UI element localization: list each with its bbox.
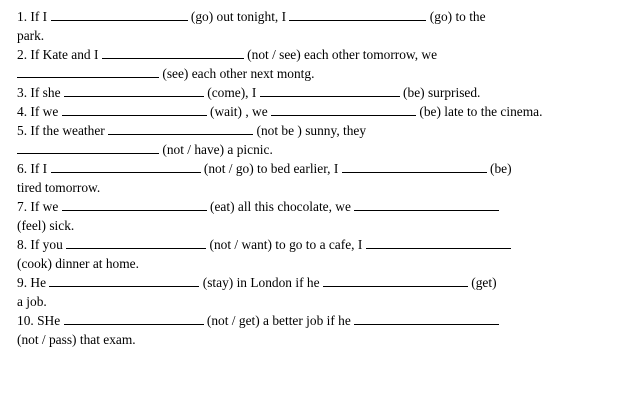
exercise-text: If we bbox=[30, 199, 59, 214]
exercise-5-line-2 bbox=[17, 140, 617, 159]
exercise-number: 4. bbox=[17, 104, 28, 119]
exercise-number: 9. bbox=[17, 275, 28, 290]
exercise-text: If the weather bbox=[30, 123, 105, 138]
exercise-number: 10. bbox=[17, 313, 34, 328]
exercise-number: 7. bbox=[17, 199, 28, 214]
exercise-3-line-1 bbox=[17, 83, 617, 102]
exercise-9-line-1 bbox=[17, 273, 617, 292]
exercise-text: (feel) sick. bbox=[17, 218, 75, 233]
exercise-number: 1. bbox=[17, 9, 28, 24]
exercise-text: If she bbox=[30, 85, 61, 100]
exercise-text: If you bbox=[30, 237, 63, 252]
exercise-9-line-2 bbox=[17, 292, 617, 311]
exercise-6-line-1 bbox=[17, 159, 617, 178]
exercise-text: a job. bbox=[17, 294, 47, 309]
answer-blank[interactable] bbox=[354, 312, 499, 325]
exercise-5-line-1 bbox=[17, 121, 617, 140]
worksheet bbox=[17, 7, 617, 349]
exercise-text: park. bbox=[17, 28, 45, 43]
exercise-text: (stay) in London if he bbox=[202, 275, 320, 290]
exercise-text: (get) bbox=[471, 275, 497, 290]
exercise-10-line-2 bbox=[17, 330, 617, 349]
answer-blank[interactable] bbox=[289, 8, 426, 21]
answer-blank[interactable] bbox=[51, 160, 201, 173]
exercise-7-line-1 bbox=[17, 197, 617, 216]
exercise-text: tired tomorrow. bbox=[17, 180, 101, 195]
answer-blank[interactable] bbox=[17, 65, 159, 78]
exercise-text: (go) out tonight, I bbox=[190, 9, 287, 24]
exercise-8-line-1 bbox=[17, 235, 617, 254]
exercise-4-line-1 bbox=[17, 102, 617, 121]
answer-blank[interactable] bbox=[64, 312, 204, 325]
exercise-text: If I bbox=[30, 9, 48, 24]
exercise-text: (not / see) each other tomorrow, we bbox=[247, 47, 438, 62]
exercise-10-line-1 bbox=[17, 311, 617, 330]
exercise-text: (go) to the bbox=[429, 9, 486, 24]
exercise-text: (eat) all this chocolate, we bbox=[210, 199, 351, 214]
answer-blank[interactable] bbox=[51, 8, 188, 21]
exercise-text: (be) late to the cinema. bbox=[419, 104, 543, 119]
answer-blank[interactable] bbox=[64, 84, 204, 97]
exercise-text: (see) each other next montg. bbox=[162, 66, 315, 81]
exercise-text: If Kate and I bbox=[30, 47, 99, 62]
answer-blank[interactable] bbox=[66, 236, 206, 249]
exercise-number: 3. bbox=[17, 85, 28, 100]
answer-blank[interactable] bbox=[62, 103, 207, 116]
exercise-6-line-2 bbox=[17, 178, 617, 197]
answer-blank[interactable] bbox=[271, 103, 416, 116]
exercise-text: SHe bbox=[37, 313, 61, 328]
exercise-2-line-2 bbox=[17, 64, 617, 83]
answer-blank[interactable] bbox=[102, 46, 244, 59]
exercise-text: If I bbox=[30, 161, 48, 176]
exercise-text: If we bbox=[30, 104, 59, 119]
exercise-text: (not be ) sunny, they bbox=[256, 123, 367, 138]
exercise-text: (not / want) to go to a cafe, I bbox=[209, 237, 363, 252]
exercise-text: (cook) dinner at home. bbox=[17, 256, 139, 271]
answer-blank[interactable] bbox=[49, 274, 199, 287]
exercise-text: (be) surprised. bbox=[403, 85, 481, 100]
exercise-text: (not / pass) that exam. bbox=[17, 332, 136, 347]
exercise-text: (be) bbox=[490, 161, 512, 176]
exercise-text: (not / go) to bed earlier, I bbox=[203, 161, 339, 176]
answer-blank[interactable] bbox=[62, 198, 207, 211]
exercise-text: (wait) , we bbox=[210, 104, 268, 119]
answer-blank[interactable] bbox=[354, 198, 499, 211]
exercise-8-line-2 bbox=[17, 254, 617, 273]
answer-blank[interactable] bbox=[342, 160, 487, 173]
answer-blank[interactable] bbox=[366, 236, 511, 249]
exercise-2-line-1 bbox=[17, 45, 617, 64]
answer-blank[interactable] bbox=[323, 274, 468, 287]
exercise-1-line-1 bbox=[17, 7, 617, 26]
exercise-7-line-2 bbox=[17, 216, 617, 235]
exercise-number: 5. bbox=[17, 123, 28, 138]
exercise-text: (not / have) a picnic. bbox=[162, 142, 273, 157]
answer-blank[interactable] bbox=[108, 122, 253, 135]
exercise-number: 8. bbox=[17, 237, 28, 252]
exercise-1-line-2 bbox=[17, 26, 617, 45]
exercise-text: (come), I bbox=[207, 85, 257, 100]
exercise-number: 2. bbox=[17, 47, 28, 62]
exercise-text: (not / get) a better job if he bbox=[206, 313, 351, 328]
exercise-text: He bbox=[30, 275, 47, 290]
exercise-number: 6. bbox=[17, 161, 28, 176]
answer-blank[interactable] bbox=[17, 141, 159, 154]
answer-blank[interactable] bbox=[260, 84, 400, 97]
